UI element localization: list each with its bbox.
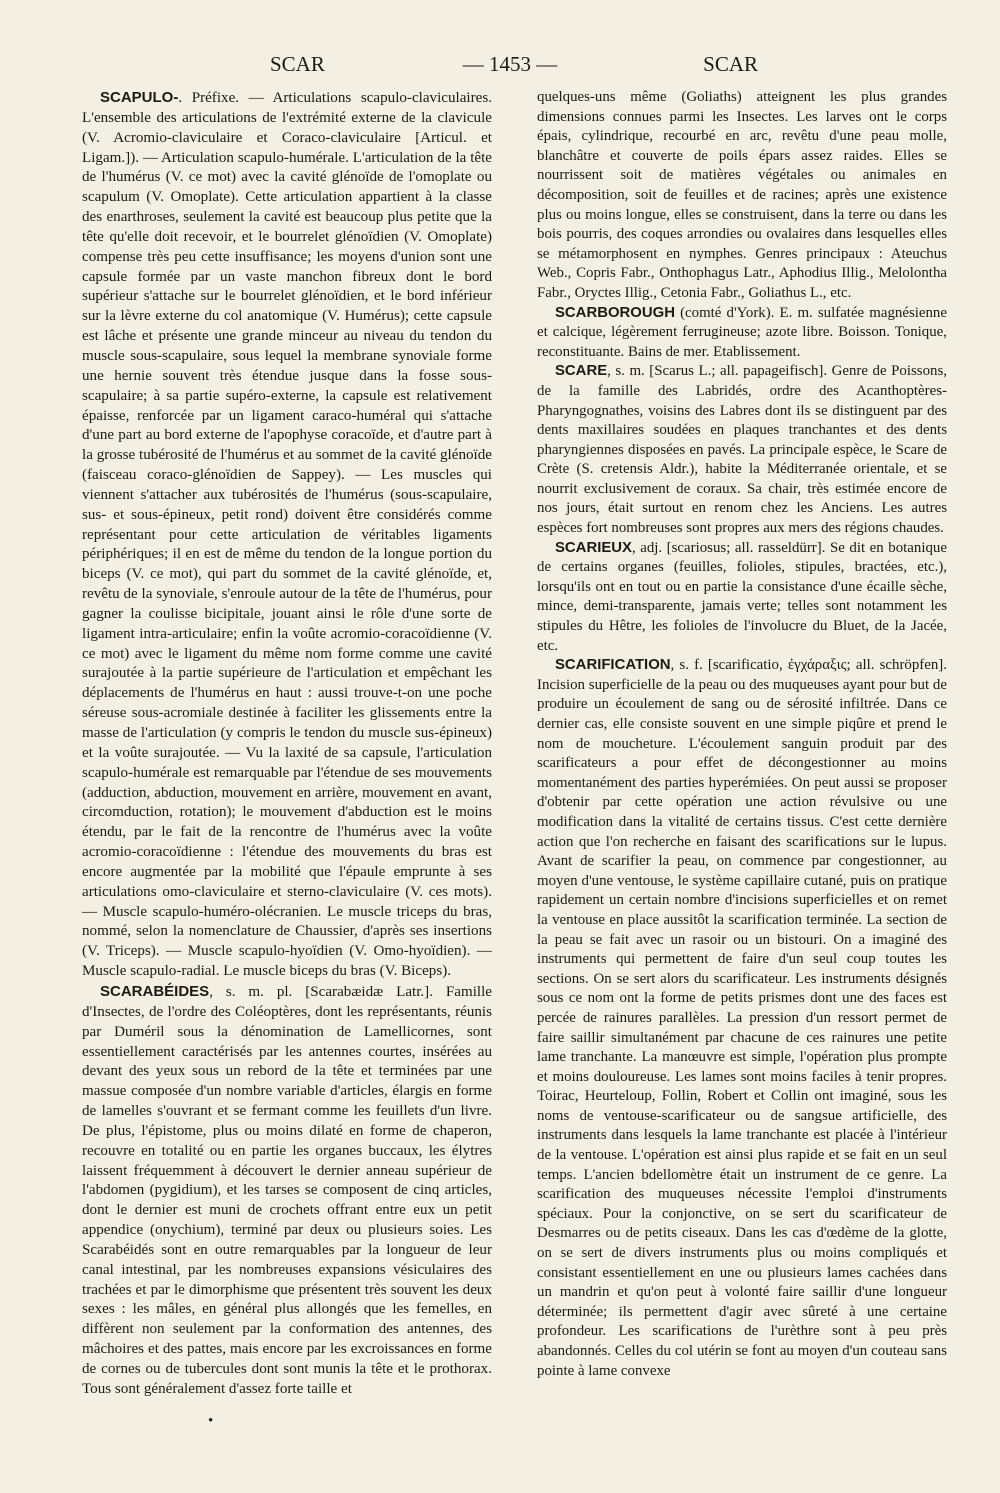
right-column: [537, 88, 947, 1381]
entry-scarabeides-continued: [537, 88, 947, 304]
entry-text: (comté d'York). E. m. sulfatée magnésienne et calcique, légèrement ferrugineuse; azote libre. Boisson. Tonique, reconstituante. Bains de mer. Etablissement.: [537, 304, 947, 360]
entry-text: , adj. [scariosus; all. rasseldürr]. Se dit en botanique de certains organes (feuilles, folioles, stipules, bractées, etc.), lorsqu'ils ont en tout ou en partie la consistance d'une écaille sèche, mince, demi-transparente, jamais verte; telles sont notamment les stipules du Hêtre, les folioles de l'involucre du Bluet, de la Jacée, etc.: [537, 539, 947, 654]
entry-scarification: [537, 656, 947, 1381]
entry-headword: SCARE: [555, 363, 608, 380]
entry-headword: SCARBOROUGH: [555, 304, 675, 321]
entry-text: , s. m. [Scarus L.; all. papageifisch]. Genre de Poissons, de la famille des Labridés, ordre des Acanthoptères-Pharyngognathes, voisins des Labres dont ils se distinguent par des dents maxillaires soudées en plaques tranchantes et des dents pharyngiennes disposées en pavés. La principale espèce, le Scare de Crète (S. cretensis Aldr.), habite la Méditerranée orientale, et se nourrit exclusivement de coraux. Sa chair, très estimée encore de nos jours, était surtout en renom chez les Anciens. Les autres espèces fort nombreuses sont propres aux mers des régions chaudes.: [537, 363, 947, 537]
page-header: [80, 52, 940, 84]
entry-headword: SCARIFICATION: [555, 657, 671, 674]
entry-text: quelques-uns même (Goliaths) atteignent les plus grandes dimensions connues parmi les Insectes. Les larves ont le corps épais, cylindrique, recourbé en arc, revêtu d'une peau molle, blanchâtre et couverte de poils épars assez raides. Elles se nourrissent soit de matières végétales ou animales en décomposition, soit de feuilles et de racines; après une existence plus ou moins longue, elles se construisent, dans la terre ou dans les bois pourris, des coques arrondies ou ovalaires dans lesquelles elles se métamorphosent en nymphes. Genres principaux : Ateuchus Web., Copris Fabr., Onthophagus Latr., Aphodius Illig., Melolontha Fabr., Oryctes Illig., Cetonia Fabr., Goliathus L., etc.: [537, 89, 947, 301]
entry-headword: SCAPULO-: [100, 89, 179, 106]
entry-headword: SCARIEUX: [555, 539, 632, 556]
entry-text: , s. f. [scarificatio, ἐγχάραξις; all. schröpfen]. Incision superficielle de la peau ou des muqueuses ayant pour but de produire un écoulement de sang ou de sérosité infiltrée. Dans ce dernier cas, elle consiste souvent en une simple piqûre et prend le nom de moucheture. L'écoulement sanguin produit par des scarificateurs a pour effet de décongestionner au moins momentanément des parties hyperémiées. On peut aussi se proposer d'obtenir par cette opération une action révulsive ou une modification dans la vitalité de certains tissus. C'est cette dernière action que l'on recherche en faisant des scarifications sur le lupus. Avant de scarifier la peau, on commence par congestionner, au moyen d'une ventouse, le système capillaire cutané, puis on pratique rapidement un certain nombre d'incisions superficielles et on remet la ventouse en place aussitôt la scarification terminée. La section de la peau se fait avec un rasoir ou un bistouri. On a imaginé des instruments qui permettent de faire d'un seul coup toutes les sections. On se sert alors du scarificateur. Les instruments désignés sous ce nom ont la forme de petits prismes dont une des faces est percée de rainures parallèles. La pression d'un ressort permet de faire saillir simultanément par chacune de ces rainures une petite lame tranchante. La manœuvre est simple, l'opération plus prompte et moins douloureuse. Les lames sont moins faciles à tenir propres. Toirac, Heurteloup, Follin, Robert et Collin ont imaginé, sous les noms de ventouse-scarificateur ou de sangsue artificielle, des instruments dans lesquels la lame tranchante est placée à l'intérieur de la ventouse. L'opération est ainsi plus rapide et se fait en un seul temps. L'ancien bdellomètre était un instrument de ce genre. La scarification des muqueuses nécessite l'emploi d'instruments spéciaux. Pour la conjonctive, on se sert du scarificateur de Desmarres ou de petits ciseaux. Dans les cas d'œdème de la glotte, on se sert de divers instruments plus ou moins compliqués et consistant essentiellement en une ou plusieurs lames cachées dans un mandrin et qu'on peut à volonté faire saillir d'une longueur déterminée; ils permettent d'agir avec sûreté à une certaine profondeur. Les scarifications de l'urèthre sont à peu près abandonnés. Celles du col utérin se font au moyen d'un couteau sans pointe à lame convexe: [537, 657, 947, 1379]
running-head-right: SCAR: [703, 52, 758, 76]
page-number: — 1453 —: [462, 52, 558, 76]
entry-headword: SCARABÉIDES: [100, 982, 210, 1000]
entry-scarborough: [537, 304, 947, 363]
entry-scarabeides: [82, 982, 492, 1400]
left-column: [82, 88, 492, 1400]
footer-mark: •: [208, 1413, 214, 1429]
running-head-left: SCAR: [270, 52, 325, 76]
entry-scarieux: [537, 539, 947, 657]
entry-text: . Préfixe. — Articulations scapulo-claviculaires. L'ensemble des articulations de l'extrémité externe de la clavicule (V. Acromio-claviculaire et Coraco-claviculaire [Articul. et Ligam.]). — Articulation scapulo-humérale. L'articulation de la tête de l'humérus (V. ce mot) avec la cavité glénoïde de l'omoplate ou scapulum (V. Omoplate). Cette articulation appartient à la classe des enarthroses, seulement la cavité est beaucoup plus petite que la tête qu'elle doit recevoir, et le bourrelet glénoïdien (V. Omoplate) compense très peu cette insuffisance; les moyens d'union sont une capsule formée par un vaste manchon fibreux dont le bord supérieur s'attache sur le bourrelet glénoïdien, et le bord inférieur sur la lèvre externe du col anatomique (V. Humérus); cette capsule est lâche et présente une grande minceur au niveau du tendon du muscle sous-scapulaire, sous lequel la membrane synoviale forme une hernie souvent très étendue jusque dans la fosse sous-scapulaire; à sa partie supéro-externe, la capsule est relativement épaisse, renforcée par un ligament caraco-huméral qui s'attache d'une part au bord externe de l'apophyse coracoïde, et d'autre part à la grosse tubérosité de l'humérus et au sommet de la cavité glénoïde (faisceau coraco-glénoïdien de Sappey). — Les muscles qui viennent s'attacher aux tubérosités de l'humérus (sous-scapulaire, sus- et sous-épineux, petit rond) doivent être considérés comme représentant pour cette articulation de véritables ligaments périphériques; il en est de même du tendon de la longue portion du biceps (V. ce mot), qui part du sommet de la cavité glénoïde, et, revêtu de la synoviale, s'enroule autour de la tête de l'humérus, pour gagner la coulisse bicipitale, jouant ainsi le rôle d'une sorte de ligament intra-articulaire; enfin la voûte acromio-coracoïdienne (V. ce mot) avec le ligament du même nom forme comme une cavité surajoutée à la partie supérieure de l'articulation et empêchant les déplacements de l'humérus en haut : aussi trouve-t-on une poche séreuse sous-acromiale destinée à faciliter les glissements entre la masse de l'articulation (y compris le tendon du muscle sus-épineux) et la voûte surajoutée. — Vu la laxité de sa capsule, l'articulation scapulo-humérale est remarquable par l'étendue de ses mouvements (adduction, abduction, mouvement en arrière, mouvement en avant, circomduction, rotation); le mouvement d'abduction est le moins étendu, par le fait de la rencontre de l'humérus avec la voûte acromio-coracoïdienne : l'étendue des mouvements du bras est encore augmentée par la mobilité que l'épaule emprunte à ses articulations omo-claviculaire et sterno-claviculaire (V. ces mots). — Muscle scapulo-huméro-olécranien. Le muscle triceps du bras, nommé, selon la nomenclature de Chaussier, d'après ses insertions (V. Triceps). — Muscle scapulo-hyoïdien (V. Omo-hyoïdien). — Muscle scapulo-radial. Le muscle biceps du bras (V. Biceps).: [82, 90, 492, 980]
entry-scare: [537, 362, 947, 538]
entry-text: , s. m. pl. [Scarabæidæ Latr.]. Famille d'Insectes, de l'ordre des Coléoptères, dont les représentants, réunis par Duméril sous la dénomination de Lamellicornes, sont essentiellement caractérisés par les antennes courtes, insérées au devant des yeux sous un rebord de la tête et terminées par une massue composée d'un nombre variable d'articles, élargis en forme de lamelles s'ouvrant et se fermant comme les feuillets d'un livre. De plus, l'épistome, plus ou moins dilaté en forme de chaperon, recouvre en totalité ou en partie les organes buccaux, les élytres laissent fréquemment à découvert le dernier anneau supérieur de l'abdomen (pygidium), et les tarses se composent de cinq articles, dont le dernier est muni de crochets offrant entre eux un petit appendice (onychium), terminé par deux ou plusieurs soies. Les Scarabéidés sont en outre remarquables par la longueur de leur canal intestinal, par les nombreuses expansions vésiculaires des trachées et par le dimorphisme que présentent très souvent les deux sexes : les mâles, en général plus allongés que les femelles, en diffèrent non seulement par la conformation des antennes, des mâchoires et des pattes, mais encore par les excroissances en forme de cornes ou de tubercules dont sont munis la tête et le prothorax. Tous sont généralement d'assez forte taille et: [82, 983, 492, 1397]
entry-scapulo: [82, 88, 492, 982]
